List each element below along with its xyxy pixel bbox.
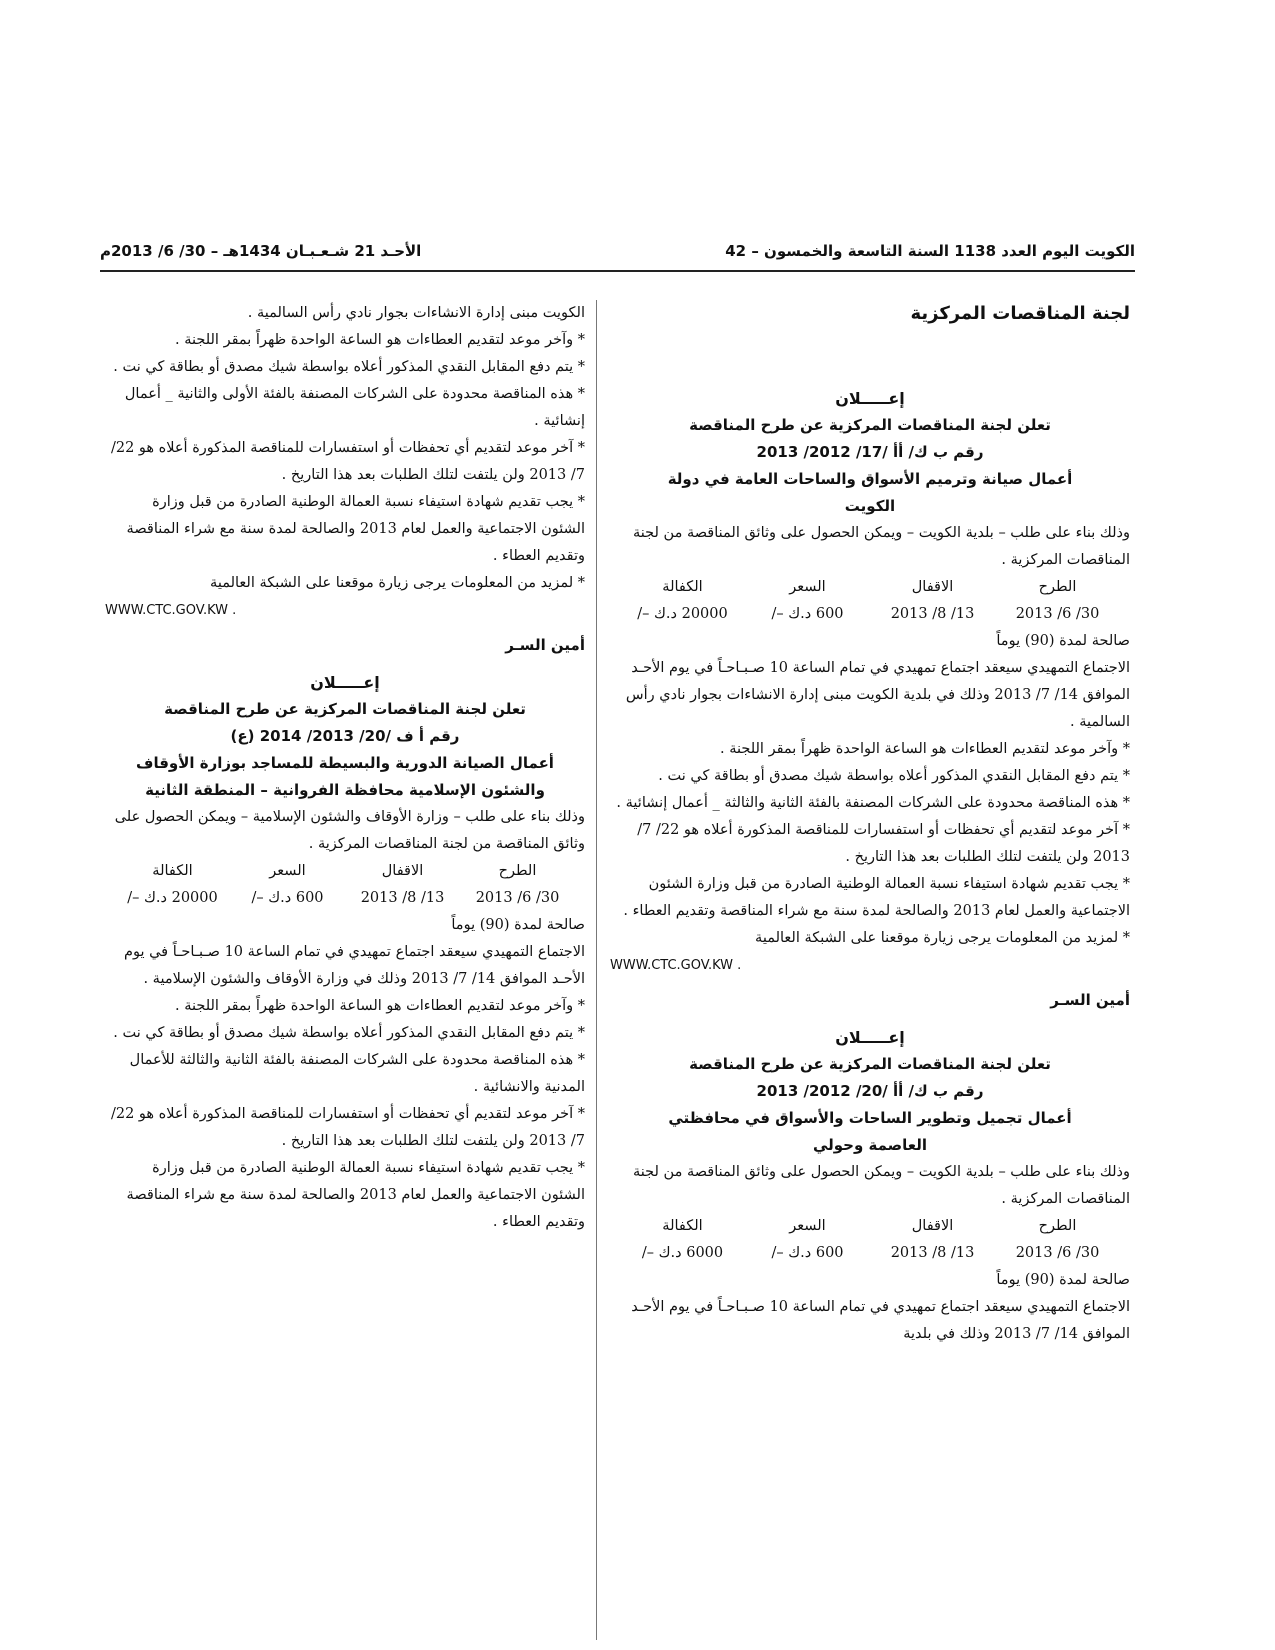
website-link[interactable]: WWW.CTC.GOV.KW . <box>610 958 742 973</box>
header-issue: الكويت اليوم العدد 1138 السنة التاسعة والخمسون – 42 <box>725 242 1135 260</box>
tender-meeting: الاجتماع التمهيدي سيعقد اجتماع تمهيدي في تمام الساعة 10 صـبـاحـاً في يوم الأحـد الموافق 14/ 7/ 2013 وذلك في بلدية الكويت مبنى إدارة الانشاءات بجوار نادي رأس السالمية . <box>625 660 1130 730</box>
tender-validity: صالحة لمدة (90) يوماً <box>996 1272 1130 1288</box>
tender-table-values <box>105 885 585 912</box>
announcement-heading: إعـــــلان <box>835 1028 905 1047</box>
tender-bullet: * هذه المناقصة محدودة على الشركات المصنفة بالفئة الثانية والثالثة _ أعمال إنشائية . <box>616 795 1130 811</box>
table-head-cell: السعر <box>789 579 826 595</box>
table-cell: 20000 د.ك –/ <box>637 606 728 622</box>
tender-bullet: * وآخر موعد لتقديم العطاءات هو الساعة الواحدة ظهراً بمقر اللجنة . <box>174 332 585 348</box>
table-head-cell: الطرح <box>498 863 537 879</box>
table-head-cell: الاقفال <box>911 579 954 595</box>
table-cell: 13/ 8/ 2013 <box>890 606 975 622</box>
tender-validity: صالحة لمدة (90) يوماً <box>996 633 1130 649</box>
tender-intro: وذلك بناء على طلب – وزارة الأوقاف والشئون الإسلامية – ويمكن الحصول على وثائق المناقصة من لجنة المناقصات المركزية . <box>114 809 585 852</box>
table-head-cell: الطرح <box>1038 1218 1077 1234</box>
announcement-title: تعلن لجنة المناقصات المركزية عن طرح المناقصة <box>689 1055 1051 1073</box>
tender-bullet: * هذه المناقصة محدودة على الشركات المصنفة بالفئة الأولى والثانية _ أعمال إنشائية . <box>124 386 585 429</box>
header-date: الأحـد 21 شـعـبـان 1434هـ – 30/ 6/ 2013م <box>100 242 422 260</box>
page-header <box>100 238 1135 266</box>
table-head-cell: السعر <box>789 1218 826 1234</box>
tender-table-head <box>610 574 1130 601</box>
tender-subject: أعمال صيانة وترميم الأسواق والساحات العامة في دولة <box>667 470 1073 488</box>
table-cell: 13/ 8/ 2013 <box>360 890 445 906</box>
tender-table-head <box>610 1213 1130 1240</box>
tender-bullet: * يتم دفع المقابل النقدي المذكور أعلاه بواسطة شيك مصدق أو بطاقة كي نت . <box>113 359 585 375</box>
tender-intro: وذلك بناء على طلب – بلدية الكويت – ويمكن الحصول على وثائق المناقصة من لجنة المناقصات المركزية . <box>633 1164 1130 1207</box>
tender-bullet: * يتم دفع المقابل النقدي المذكور أعلاه بواسطة شيك مصدق أو بطاقة كي نت . <box>658 768 1130 784</box>
tender-validity: صالحة لمدة (90) يوماً <box>451 917 585 933</box>
tender-bullet: * وآخر موعد لتقديم العطاءات هو الساعة الواحدة ظهراً بمقر اللجنة . <box>719 741 1130 757</box>
tender-bullet: * يجب تقديم شهادة استيفاء نسبة العمالة الوطنية الصادرة من قبل وزارة الشئون الاجتماعية والعمل لعام 2013 والصالحة لمدة سنة مع شراء المناقصة وتقديم العطاء . <box>126 494 585 564</box>
table-head-cell: الكفالة <box>662 1218 703 1234</box>
tender-subject-cont: العاصمة وحولي <box>812 1136 928 1154</box>
table-cell: 13/ 8/ 2013 <box>890 1245 975 1261</box>
header-rule <box>100 270 1135 272</box>
table-cell: 30/ 6/ 2013 <box>1015 1245 1100 1261</box>
signature: أمين السـر <box>505 636 585 654</box>
continued-text: الكويت مبنى إدارة الانشاءات بجوار نادي رأس السالمية . <box>247 305 585 321</box>
tender-bullet: * يجب تقديم شهادة استيفاء نسبة العمالة الوطنية الصادرة من قبل وزارة الشئون الاجتماعية والعمل لعام 2013 والصالحة لمدة سنة مع شراء المناقصة وتقديم العطاء . <box>126 1160 585 1230</box>
tender-number: رقم ب ك/ أأ /20/ 2012/ 2013 <box>756 1082 984 1100</box>
table-head-cell: الاقفال <box>911 1218 954 1234</box>
table-cell: 20000 د.ك –/ <box>127 890 218 906</box>
table-head-cell: الطرح <box>1038 579 1077 595</box>
announcement-heading: إعـــــلان <box>310 673 380 692</box>
tender-subject-cont: الكويت <box>844 497 896 515</box>
tender-subject-cont: والشئون الإسلامية محافظة الفروانية – المنطقة الثانية <box>145 781 545 799</box>
tender-meeting: الاجتماع التمهيدي سيعقد اجتماع تمهيدي في تمام الساعة 10 صـبـاحـاً في يوم الأحـد الموافق 14/ 7/ 2013 وذلك في بلدية <box>631 1299 1130 1342</box>
tender-bullet: * آخر موعد لتقديم أي تحفظات أو استفسارات للمناقصة المذكورة أعلاه هو 22/ 7/ 2013 ولن يلتفت لتلك الطلبات بعد هذا التاريخ . <box>110 1106 585 1149</box>
table-cell: 600 د.ك –/ <box>251 890 324 906</box>
table-head-cell: الكفالة <box>662 579 703 595</box>
tender-bullet: * وآخر موعد لتقديم العطاءات هو الساعة الواحدة ظهراً بمقر اللجنة . <box>174 998 585 1014</box>
left-column <box>105 300 585 1236</box>
table-cell: 30/ 6/ 2013 <box>1015 606 1100 622</box>
announcement-title: تعلن لجنة المناقصات المركزية عن طرح المناقصة <box>164 700 526 718</box>
right-column <box>610 300 1130 1348</box>
table-cell: 6000 د.ك –/ <box>641 1245 724 1261</box>
tender-intro: وذلك بناء على طلب – بلدية الكويت – ويمكن الحصول على وثائق المناقصة من لجنة المناقصات المركزية . <box>633 525 1130 568</box>
table-head-cell: الاقفال <box>381 863 424 879</box>
tender-bullet: * يتم دفع المقابل النقدي المذكور أعلاه بواسطة شيك مصدق أو بطاقة كي نت . <box>113 1025 585 1041</box>
tender-bullet: * يجب تقديم شهادة استيفاء نسبة العمالة الوطنية الصادرة من قبل وزارة الشئون الاجتماعية والعمل لعام 2013 والصالحة لمدة سنة مع شراء المناقصة وتقديم العطاء . <box>623 876 1130 919</box>
tender-table-head <box>105 858 585 885</box>
tender-table-values <box>610 1240 1130 1267</box>
tender-number: رقم أ ف /20/ 2013/ 2014 (ع) <box>230 727 460 745</box>
announcement-title: تعلن لجنة المناقصات المركزية عن طرح المناقصة <box>689 416 1051 434</box>
tender-bullet: * هذه المناقصة محدودة على الشركات المصنفة بالفئة الثانية والثالثة للأعمال المدنية والانشائية . <box>129 1052 585 1095</box>
table-cell: 600 د.ك –/ <box>771 1245 844 1261</box>
announcement-heading: إعـــــلان <box>835 389 905 408</box>
signature: أمين السـر <box>1050 991 1130 1009</box>
table-cell: 600 د.ك –/ <box>771 606 844 622</box>
tender-bullet: * آخر موعد لتقديم أي تحفظات أو استفسارات للمناقصة المذكورة أعلاه هو 22/ 7/ 2013 ولن يلتفت لتلك الطلبات بعد هذا التاريخ . <box>637 822 1130 865</box>
column-divider <box>596 300 597 1640</box>
tender-number: رقم ب ك/ أأ /17/ 2012/ 2013 <box>756 443 984 461</box>
tender-subject: أعمال تجميل وتطوير الساحات والأسواق في محافظتي <box>668 1109 1072 1127</box>
tender-bullet: * لمزيد من المعلومات يرجى زيارة موقعنا على الشبكة العالمية <box>755 930 1130 946</box>
tender-table-values <box>610 601 1130 628</box>
tender-bullet: * آخر موعد لتقديم أي تحفظات أو استفسارات للمناقصة المذكورة أعلاه هو 22/ 7/ 2013 ولن يلتفت لتلك الطلبات بعد هذا التاريخ . <box>110 440 585 483</box>
website-link[interactable]: WWW.CTC.GOV.KW . <box>105 603 237 618</box>
tender-meeting: الاجتماع التمهيدي سيعقد اجتماع تمهيدي في تمام الساعة 10 صـبـاحـاً في يوم الأحـد الموافق 14/ 7/ 2013 وذلك في وزارة الأوقاف والشئون الإسلامية . <box>123 944 585 987</box>
table-cell: 30/ 6/ 2013 <box>475 890 560 906</box>
table-head-cell: السعر <box>269 863 306 879</box>
tender-subject: أعمال الصيانة الدورية والبسيطة للمساجد بوزارة الأوقاف <box>136 754 554 772</box>
table-head-cell: الكفالة <box>152 863 193 879</box>
section-title: لجنة المناقصات المركزية <box>910 303 1130 324</box>
tender-bullet: * لمزيد من المعلومات يرجى زيارة موقعنا على الشبكة العالمية <box>210 575 585 591</box>
